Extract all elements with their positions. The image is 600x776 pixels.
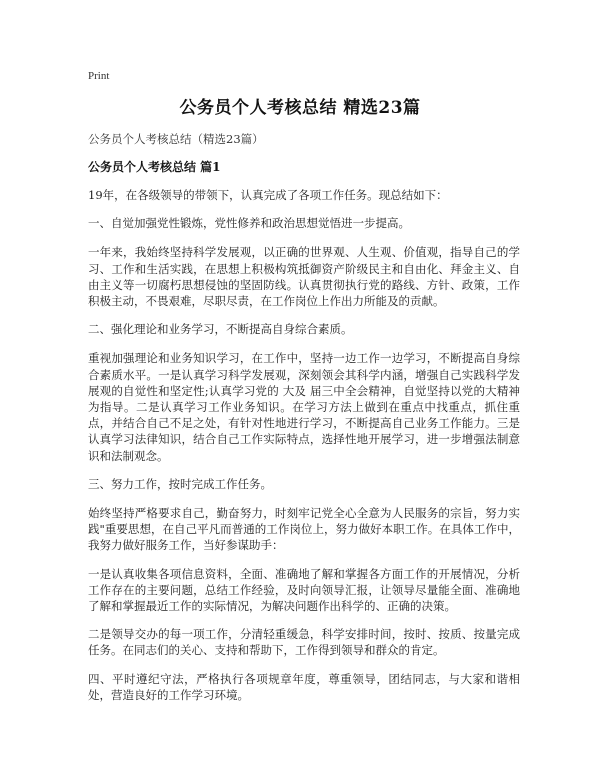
document-body	[88, 130, 520, 715]
paragraph-point-2-heading: 二、强化理论和业务学习，不断提高自身综合素质。	[88, 322, 353, 337]
paragraph-point-4: 四、平时遵纪守法，严格执行各项规章年度，尊重领导，团结同志，与大家和谐相处，营造良好的工作学习环境。	[88, 671, 520, 702]
paragraph-intro: 19年，在各级领导的带领下，认真完成了各项工作任务。现总结如下：	[88, 188, 448, 202]
paragraph-point-3-heading: 三、努力工作，按时完成工作任务。	[88, 476, 272, 491]
paragraph-point-3-item-1: 一是认真收集各项信息资料，全面、准确地了解和掌握各方面工作的开展情况，分析工作存在的主要问题，总结工作经验，及时向领导汇报，让领导尽量能全面、准确地了解和掌握最近工作的实际情况，为解决问题作出科学的、正确的决策。	[88, 566, 520, 614]
paragraph-point-1-body: 一年来，我始终坚持科学发展观，以正确的世界观、人生观、价值观，指导自己的学习、工作和生活实践，在思想上积极构筑抵御资产阶级民主和自由化、拜金主义、自由主义等一切腐朽思想侵蚀的坚固防线。认真贯彻执行党的路线、方针、政策，工作积极主动，不畏艰难，尽职尽责，在工作岗位上作出力所能及的贡献。	[88, 245, 520, 309]
document-subtitle: 公务员个人考核总结（精选23篇）	[88, 132, 264, 146]
paragraph-point-2-body: 重视加强理论和业务知识学习，在工作中，坚持一边工作一边学习，不断提高自身综合素质水平。一是认真学习科学发展观，深刻领会其科学内涵，增强自己实践科学发展观的自觉性和坚定性;认真学习党的 大及 届三中全会精神，自觉坚持以党的大精神为指导。二是认真学习工作业务知识。在学习方法上做到在重点中找重点，抓住重点，并结合自己不足之处，有针对性地进行学习，不断提高自己业务工作能力。三是认真学习法律知识，结合自己工作实际特点，选择性地开展学习，进一步增强法制意识和法制观念。	[88, 351, 520, 463]
print-link[interactable]: Print	[88, 70, 110, 82]
section-heading: 公务员个人考核总结 篇1	[88, 160, 221, 174]
paragraph-point-1-heading: 一、自觉加强党性锻炼，党性修养和政治思想觉悟进一步提高。	[88, 216, 410, 231]
paragraph-point-3-item-2: 二是领导交办的每一项工作，分清轻重缓急，科学安排时间，按时、按质、按量完成任务。在同志们的关心、支持和帮助下，工作得到领导和群众的肯定。	[88, 627, 520, 658]
paragraph-point-3-body: 始终坚持严格要求自己，勤奋努力，时刻牢记党全心全意为人民服务的宗旨，努力实践"重要思想，在自己平凡而普通的工作岗位上，努力做好本职工作。在具体工作中，我努力做好服务工作，当好参谋助手：	[88, 506, 520, 553]
document-title: 公务员个人考核总结 精选23篇	[179, 98, 421, 118]
